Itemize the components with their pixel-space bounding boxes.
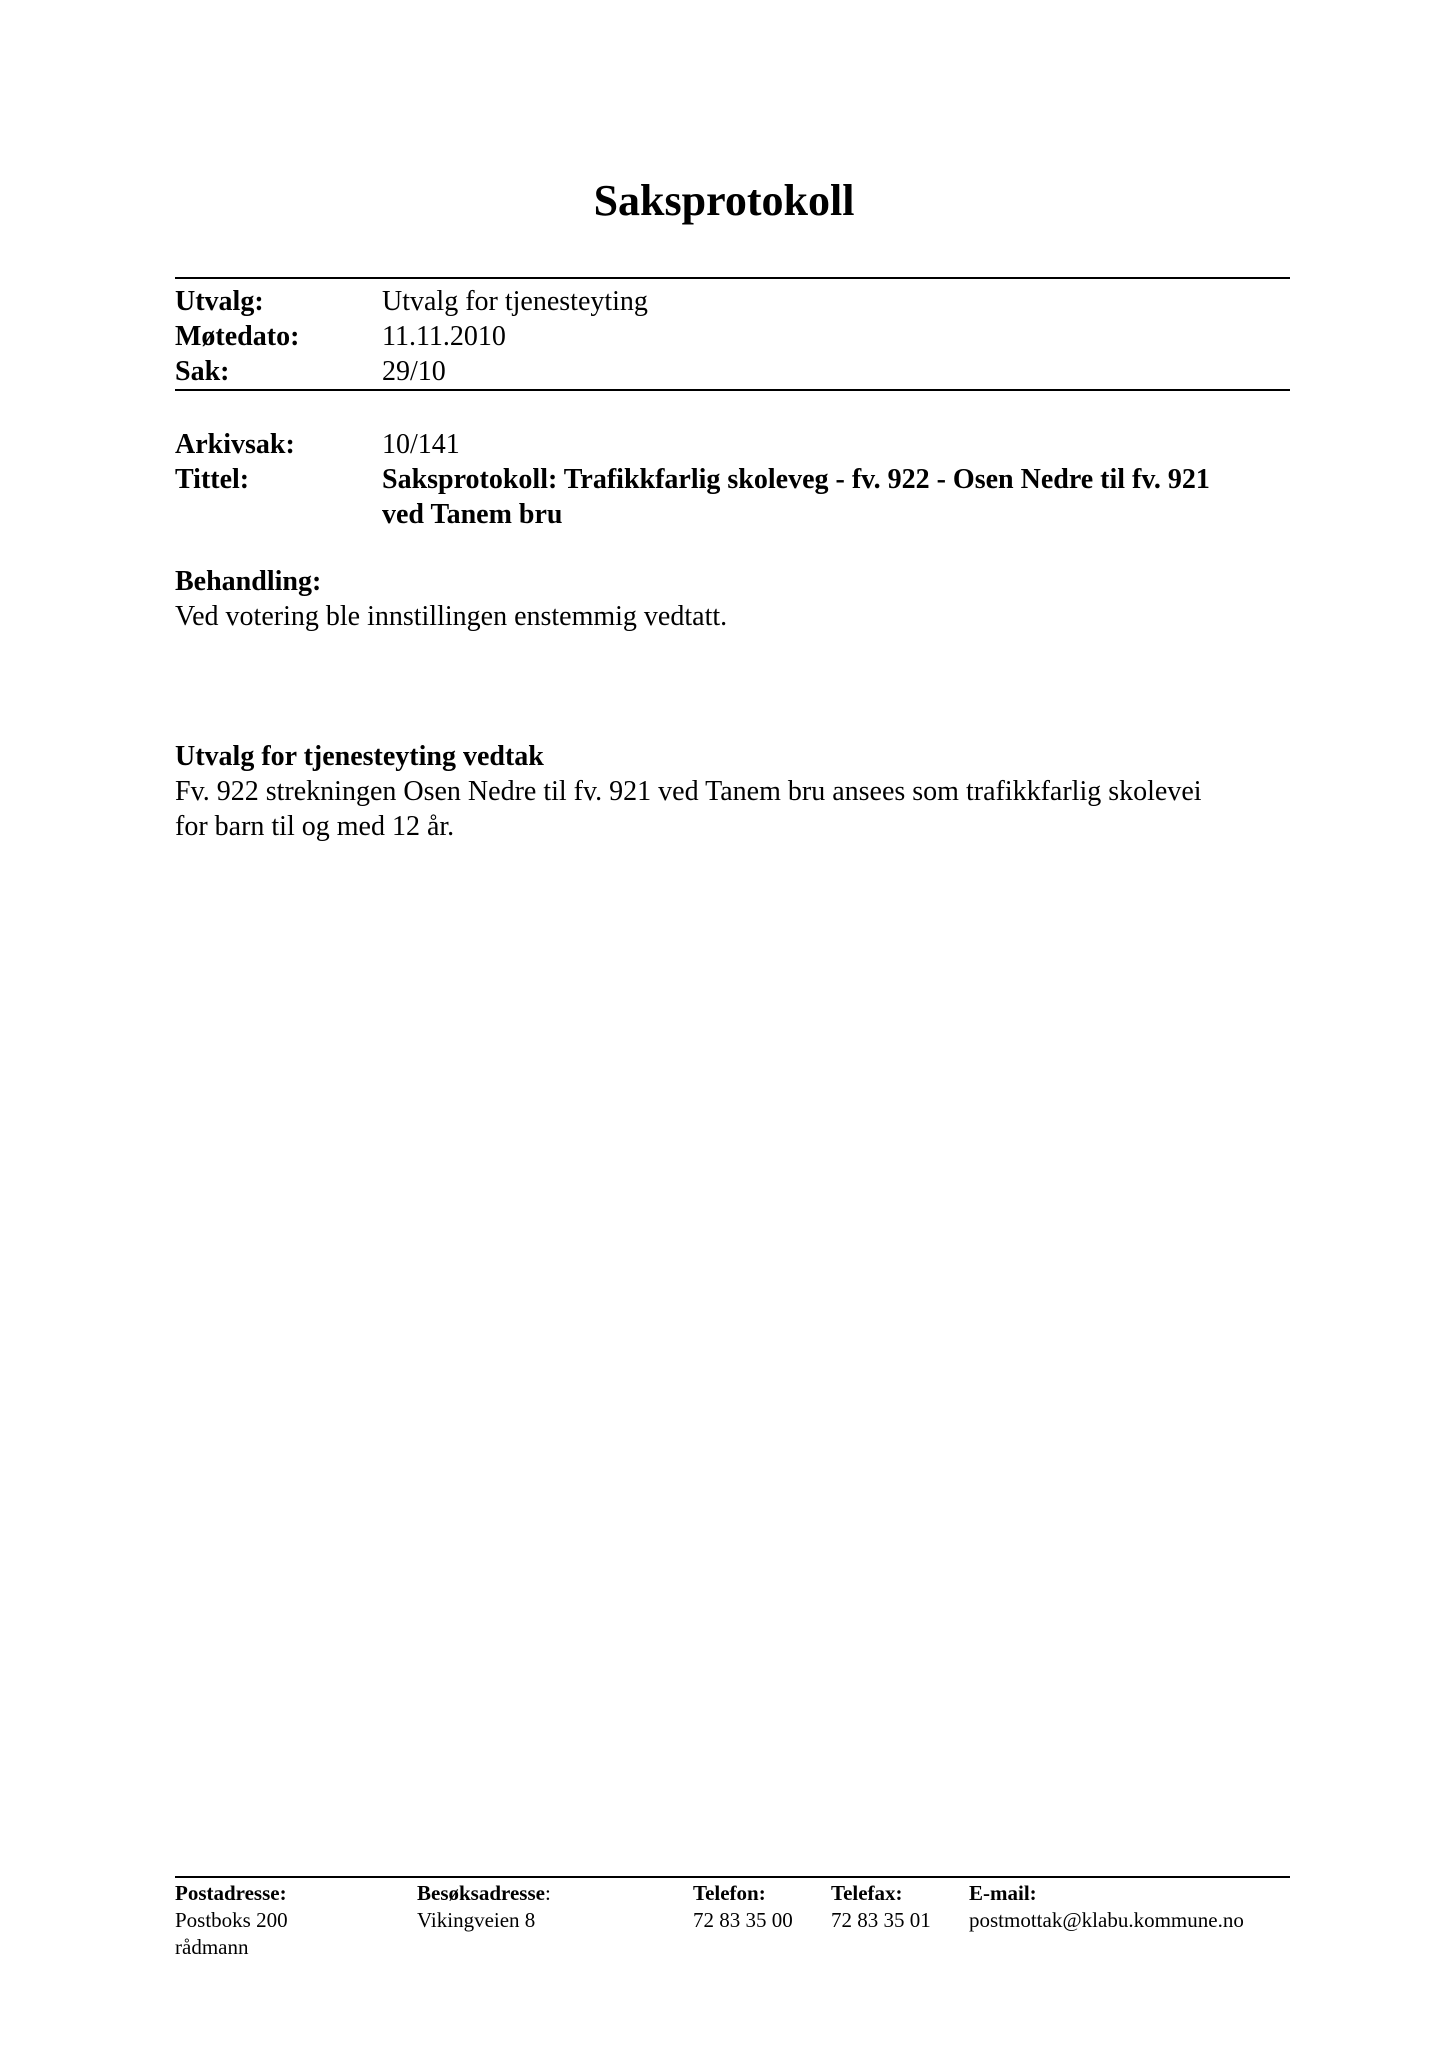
telefon-label: Telefon: xyxy=(693,1881,766,1905)
vedtak-heading: Utvalg for tjenesteyting vedtak xyxy=(175,741,544,772)
behandling-heading: Behandling: xyxy=(175,566,322,597)
header-top-rule xyxy=(175,277,1290,279)
sak-label: Sak: xyxy=(175,356,230,387)
motedato-value: 11.11.2010 xyxy=(382,321,506,352)
footer-telefax xyxy=(831,1880,931,1934)
utvalg-label: Utvalg: xyxy=(175,286,264,317)
tittel-line-1: Saksprotokoll: Trafikkfarlig skoleveg - fv. 922 - Osen Nedre til fv. 921 xyxy=(382,464,1210,495)
telefon-value: 72 83 35 00 xyxy=(693,1908,793,1932)
email-value: postmottak@klabu.kommune.no xyxy=(969,1908,1244,1932)
tittel-label: Tittel: xyxy=(175,464,250,495)
vedtak-line-1: Fv. 922 strekningen Osen Nedre til fv. 921 ved Tanem bru ansees som trafikkfarlig skolevei xyxy=(175,776,1202,807)
telefax-label: Telefax: xyxy=(831,1881,903,1905)
footer-email xyxy=(969,1880,1244,1934)
email-label: E-mail: xyxy=(969,1881,1037,1905)
header-bottom-rule xyxy=(175,389,1290,391)
utvalg-value: Utvalg for tjenesteyting xyxy=(382,286,648,317)
telefax-value: 72 83 35 01 xyxy=(831,1908,931,1932)
motedato-label: Møtedato: xyxy=(175,321,300,352)
page-title: Saksprotokoll xyxy=(593,176,855,225)
postadresse-line-2: rådmann xyxy=(175,1935,249,1959)
footer-besoksadresse xyxy=(417,1880,551,1934)
besoksadresse-value: Vikingveien 8 xyxy=(417,1908,536,1932)
arkivsak-label: Arkivsak: xyxy=(175,429,295,460)
footer-postadresse xyxy=(175,1880,288,1961)
arkivsak-value: 10/141 xyxy=(382,429,460,460)
sak-value: 29/10 xyxy=(382,356,446,387)
tittel-line-2: ved Tanem bru xyxy=(382,499,563,530)
footer-telefon xyxy=(693,1880,793,1934)
besoksadresse-colon: : xyxy=(544,1881,551,1905)
besoksadresse-label: Besøksadresse xyxy=(417,1881,545,1905)
postadresse-line-1: Postboks 200 xyxy=(175,1908,288,1932)
vedtak-line-2: for barn til og med 12 år. xyxy=(175,811,455,842)
footer-rule xyxy=(175,1876,1290,1878)
postadresse-label: Postadresse: xyxy=(175,1881,287,1905)
behandling-text: Ved votering ble innstillingen enstemmig vedtatt. xyxy=(175,601,728,632)
